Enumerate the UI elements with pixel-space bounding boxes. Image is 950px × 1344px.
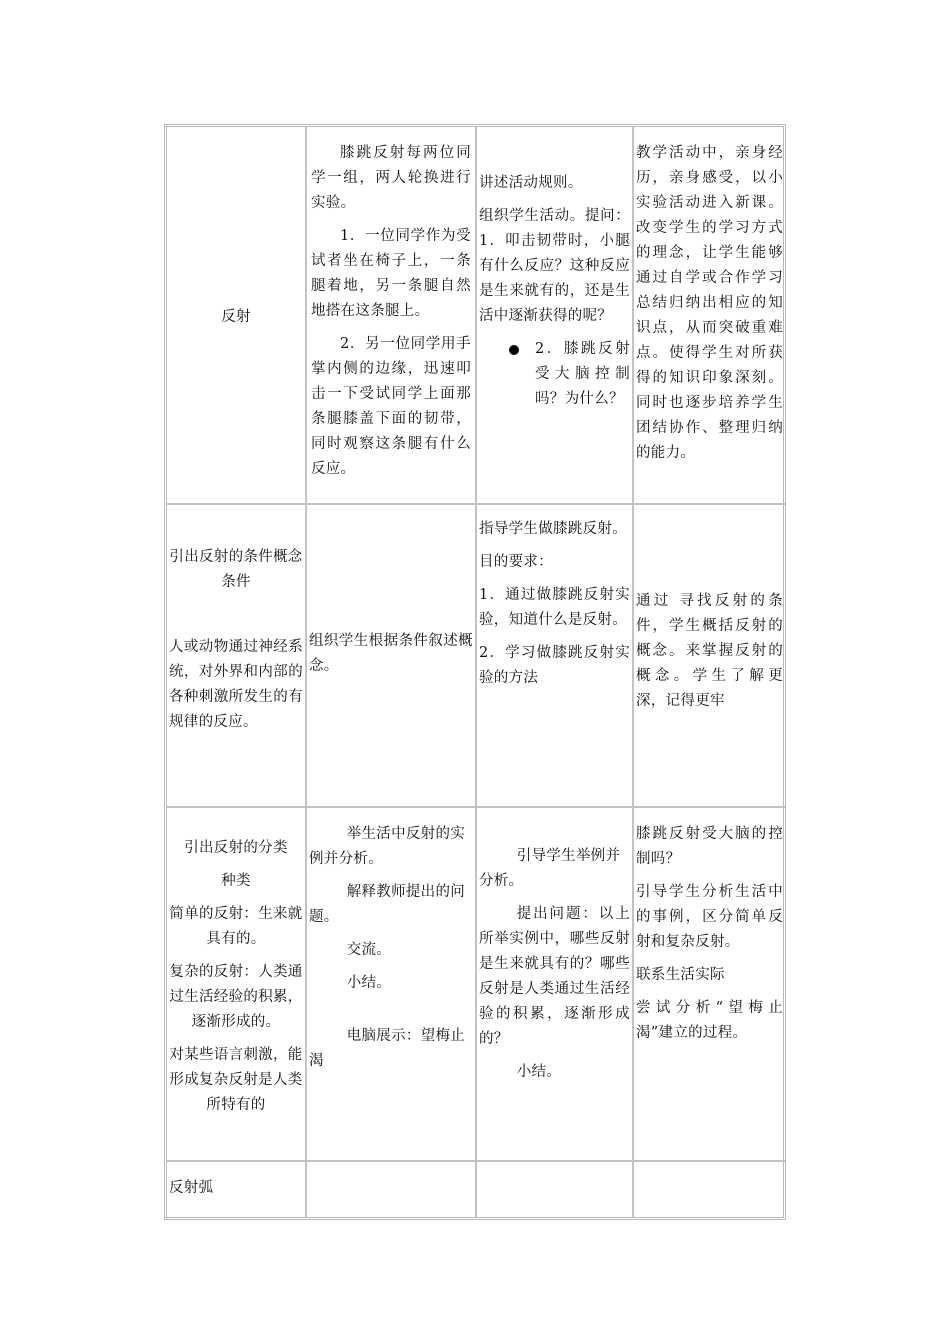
paragraph: 1．一位同学作为受试者坐在椅子上，一条腿着地，另一条腿自然地搭在这条腿上。 (311, 228, 471, 319)
paragraph: 引导学生举例并分析。 (479, 848, 621, 889)
paragraph: 组织学生根据条件叙述概念。 (309, 633, 473, 674)
table-cell-student-activity (307, 1162, 477, 1217)
table-cell-teacher-activity (477, 505, 634, 808)
table-cell-topic (167, 808, 307, 1162)
paragraph: 指导学生做膝跳反射。 (479, 521, 627, 537)
table-cell-student-activity (307, 808, 477, 1162)
table-cell-teacher-activity (477, 808, 634, 1162)
table-cell-topic (167, 1162, 307, 1217)
table-row (167, 127, 783, 505)
paragraph: 通过 寻找反射的条件，学生概括反射的概念。来掌握反射的概念。学生了解更深，记得更牢 (636, 593, 783, 709)
paragraph: 讲述活动规则。 (479, 175, 583, 191)
paragraph: 联系生活实际 (636, 967, 725, 983)
paragraph: 举生活中反射的实例并分析。 (309, 826, 466, 867)
paragraph: 引出反射的条件概念条件 (169, 549, 303, 590)
paragraph: 简单的反射：生来就具有的。 (169, 906, 303, 947)
paragraph: 尝试分析“望梅止渴”建立的过程。 (636, 1000, 783, 1041)
paragraph: 引出反射的分类 (184, 840, 288, 856)
bullet-text: 2．膝跳反射受大脑控制吗？为什么？ (535, 341, 630, 407)
topic-text: 反射 (221, 309, 251, 325)
table-row (167, 1162, 783, 1217)
paragraph: 膝跳反射受大脑的控制吗？ (636, 826, 783, 867)
paragraph: 电脑展示：望梅止渴 (309, 1028, 466, 1069)
paragraph: 复杂的反射：人类通过生活经验的积累，逐渐形成的。 (169, 964, 303, 1030)
table-cell-design-intent (634, 1162, 785, 1217)
paragraph: 种类 (221, 873, 251, 889)
table-cell-student-activity (307, 505, 477, 808)
paragraph: 提出问题：以上所举实例中，哪些反射是生来就具有的？哪些反射是人类通过生活经验的积累，逐渐形成的？ (479, 906, 630, 1047)
paragraph: 小结。 (346, 975, 392, 991)
paragraph: 人或动物通过神经系统，对外界和内部的各种刺激所发生的有规律的反应。 (169, 639, 303, 730)
lesson-plan-table (164, 124, 786, 1220)
paragraph: 2．学习做膝跳反射实验的方法 (479, 645, 630, 686)
paragraph: 目的要求： (479, 554, 553, 570)
table-cell-design-intent (634, 808, 785, 1162)
table-cell-design-intent (634, 127, 785, 505)
table-row (167, 505, 783, 808)
table-cell-topic (167, 127, 307, 505)
paragraph: 交流。 (346, 942, 392, 958)
paragraph: 组织学生活动。提问：1．叩击韧带时，小腿有什么反应？这种反应是生来就有的，还是生活中逐渐获得的呢？ (479, 208, 630, 324)
paragraph: 解释教师提出的问题。 (309, 884, 466, 925)
paragraph: 小结。 (516, 1064, 562, 1080)
paragraph: 教学活动中，亲身经历，亲身感受，以小实验活动进入新课。改变学生的学习方式的理念，让学生能够通过自学或合作学习总结归纳出相应的知识点，从而突破重难点。使得学生对所获得的知识印象深刻。同时也逐步培养学生团结协作、整理归纳的能力。 (636, 145, 783, 461)
table-cell-design-intent (634, 505, 785, 808)
bullet-dot-icon (509, 345, 519, 355)
table-cell-teacher-activity (477, 127, 634, 505)
paragraph: 引导学生分析生活中的事例，区分简单反射和复杂反射。 (636, 884, 783, 950)
paragraph: 膝跳反射每两位同学一组，两人轮换进行实验。 (311, 145, 471, 211)
paragraph: 反射弧 (169, 1180, 214, 1196)
paragraph: 对某些语言刺激，能形成复杂反射是人类所特有的 (169, 1047, 303, 1113)
paragraph: 2．另一位同学用手掌内侧的边缘，迅速叩击一下受试同学上面那条腿膝盖下面的韧带，同时观察这条腿有什么反应。 (311, 336, 471, 477)
table-cell-topic (167, 505, 307, 808)
table-cell-teacher-activity (477, 1162, 634, 1217)
bullet-item (479, 337, 630, 412)
paragraph: 1．通过做膝跳反射实验，知道什么是反射。 (479, 587, 630, 628)
table-row (167, 808, 783, 1162)
table-cell-student-activity (307, 127, 477, 505)
